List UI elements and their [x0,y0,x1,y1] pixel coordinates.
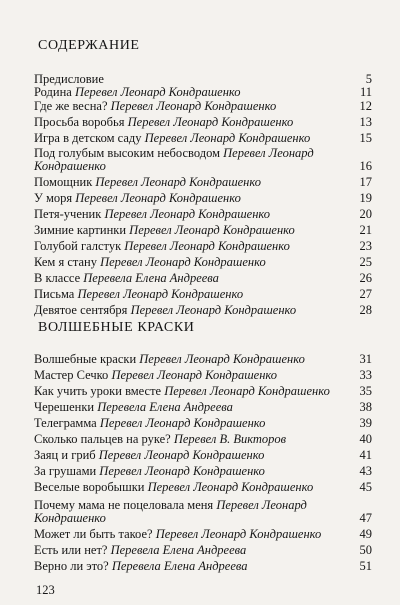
toc-entry-title: Под голубым высоким небосводом [34,146,221,160]
toc-entry-title: Зимние картинки [34,223,127,237]
toc-entry-page: 51 [359,559,372,573]
toc-entry-translator: Перевела Елена Андреева [83,271,219,285]
heading-magic-paints: ВОЛШЕБНЫЕ КРАСКИ [38,320,195,335]
toc-entry-text [34,147,334,173]
toc-entry-text [34,416,265,430]
toc-entry-text [34,131,310,145]
toc-entry-title: Как учить уроки вместе [34,384,162,398]
heading-contents: СОДЕРЖАНИЕ [38,38,140,53]
toc-entry [34,224,372,237]
toc-entry [34,369,372,382]
toc-entry-title: Кем я стану [34,255,97,269]
toc-entry-title: Родина [34,85,72,99]
toc-entry [34,132,372,145]
toc-entry-text [34,499,334,525]
toc-entry-page: 39 [359,416,372,430]
toc-entry-translator: Перевела Елена Андреева [110,543,247,557]
toc-entry-text [34,432,286,446]
toc-entry-text [34,400,233,414]
toc-entry [34,304,372,317]
toc-entry-title: Письма [34,287,75,301]
toc-entry-translator: Перевел Леонард Кондрашенко [129,223,295,237]
toc-entry-title: Предисловие [34,72,104,86]
toc-entry-page: 33 [359,368,372,382]
toc-entry-text [34,303,296,317]
toc-entry-translator: Перевел Леонард Кондрашенко [98,448,265,462]
toc-entry-text [34,368,277,382]
toc-entry [34,256,372,269]
toc-entry [34,116,372,129]
toc-entry-translator: Перевел Леонард Кондрашенко [75,191,241,205]
toc-entry-text [34,287,243,301]
toc-entry-text [34,175,261,189]
toc-entry [34,465,372,478]
toc-entry-translator: Перевела Елена Андреева [97,400,233,414]
toc-entry [34,499,372,525]
toc-entry [34,86,372,99]
toc-entry-title: Веселые воробышки [34,480,145,494]
toc-entry-page: 35 [359,384,372,398]
toc-entry-page: 47 [359,511,372,525]
toc-entry-text [34,239,290,253]
toc-entry-page: 11 [359,85,372,99]
toc-entry-page: 13 [359,115,372,129]
toc-entry-page: 41 [359,448,372,462]
toc-entry-page: 5 [365,72,372,86]
toc-entry-title: У моря [34,191,73,205]
toc-entry-page: 49 [359,527,372,541]
toc-entry-text [34,464,265,478]
toc-entry-page: 21 [359,223,372,237]
toc-entry-page: 15 [359,131,372,145]
toc-entry-page: 25 [359,255,372,269]
toc-entry-translator: Перевел Леонард Кондрашенко [127,115,294,129]
toc-entry-text [34,543,246,557]
toc-entry-text [34,271,219,285]
toc-entry-page: 17 [359,175,372,189]
toc-entry-translator: Перевел Леонард Кондрашенко [110,99,277,113]
toc-entry [34,528,372,541]
toc-entry-title: Сколько пальцев на руке? [34,432,171,446]
toc-entry-text [34,223,295,237]
toc-entry-page: 45 [359,480,372,494]
toc-entry-text [34,480,313,494]
toc-entry-title: Голубой галстук [34,239,122,253]
toc-entry-title: Заяц и гриб [34,448,96,462]
toc-entry [34,288,372,301]
toc-entry [34,240,372,253]
toc-entry-translator: Перевел Леонард Кондрашенко [130,303,297,317]
toc-entry [34,417,372,430]
toc-entry [34,100,372,113]
toc-entry-page: 19 [359,191,372,205]
toc-entry-title: Телеграмма [34,416,97,430]
toc-entry-title: Петя-ученик [34,207,102,221]
page-number-footer: 123 [36,583,55,597]
toc-entry-translator: Перевел Леонард Кондрашенко [95,175,262,189]
toc-entry-text [34,115,293,129]
toc-entry-translator: Перевел Леонард Кондрашенко [164,384,330,398]
toc-entry-title: Черешенки [34,400,95,414]
toc-entry-translator: Перевел Леонард Кондрашенко [111,368,278,382]
toc-entry [34,272,372,285]
toc-entry-page: 27 [359,287,372,301]
toc-entry-text [34,72,104,86]
toc-entry-text [34,559,247,573]
toc-entry-translator: Перевел Леонард Кондрашенко [155,527,322,541]
toc-entry-page: 31 [359,352,372,366]
toc-entry-title: В классе [34,271,81,285]
toc-entry-page: 38 [359,400,372,414]
toc-entry-translator: Перевел Леонард Кондрашенко [144,131,311,145]
toc-entry-translator: Перевел Леонард Кондрашенко [99,464,265,478]
toc-entry-page: 12 [359,99,372,113]
toc-entry-text [34,384,330,398]
toc-entry-title: Верно ли это? [34,559,109,573]
toc-entry-text [34,352,305,366]
toc-entry [34,176,372,189]
toc-entry-translator: Перевела Елена Андреева [111,559,248,573]
toc-entry-title: Есть или нет? [34,543,108,557]
toc-entry-title: Может ли быть такое? [34,527,153,541]
toc-entry-page: 20 [359,207,372,221]
toc-entry-translator: Перевел Леонард Кондрашенко [124,239,290,253]
toc-entry-page: 40 [359,432,372,446]
toc-entry-translator: Перевел Леонард Кондрашенко [77,287,244,301]
toc-entry-page: 43 [359,464,372,478]
toc-entry-text [34,255,266,269]
toc-entry-title: Мастер Сечко [34,368,109,382]
toc-entry-title: Игра в детском саду [34,131,142,145]
toc-entry-translator: Перевел Леонард Кондрашенко [139,352,305,366]
toc-entry [34,544,372,557]
toc-entry-translator: Перевел Леонард Кондрашенко [147,480,314,494]
toc-entry-title: За грушами [34,464,97,478]
toc-entry-page: 16 [359,159,372,173]
toc-entry [34,192,372,205]
toc-entry-title: Помощник [34,175,93,189]
toc-entry-translator: Перевел Леонард Кондрашенко [99,416,266,430]
toc-entry-text [34,99,276,113]
toc-entry-text [34,527,321,541]
toc-entry-title: Волшебные краски [34,352,137,366]
toc-entry-translator: Перевел Леонард Кондрашенко [100,255,266,269]
toc-entry-title: Где же весна? [34,99,108,113]
toc-entry [34,147,372,173]
toc-entry [34,560,372,573]
toc-entry [34,353,372,366]
toc-entry-page: 50 [359,543,372,557]
toc-entry-text [34,191,241,205]
toc-entry-text [34,448,264,462]
toc-entry-text [34,207,270,221]
toc-entry-page: 28 [359,303,372,317]
toc-entry [34,385,372,398]
toc-entry [34,208,372,221]
toc-entry [34,481,372,494]
toc-entry-translator: Перевел Леонард Кондрашенко [34,498,307,525]
toc-entry-title: Девятое сентября [34,303,128,317]
toc-entry-translator: Перевел Леонард Кондрашенко [104,207,271,221]
toc-entry [34,433,372,446]
toc-entry-translator: Перевел Леонард Кондрашенко [34,146,314,173]
toc-entry-title: Почему мама не поцеловала меня [34,498,214,512]
toc-entry-title: Просьба воробья [34,115,125,129]
toc-entry [34,449,372,462]
toc-entry [34,401,372,414]
toc-entry-page: 26 [359,271,372,285]
toc-entry-text [34,85,241,99]
toc-entry-translator: Перевел В. Викторов [173,432,287,446]
toc-entry-translator: Перевел Леонард Кондрашенко [74,85,241,99]
toc-entry-page: 23 [359,239,372,253]
